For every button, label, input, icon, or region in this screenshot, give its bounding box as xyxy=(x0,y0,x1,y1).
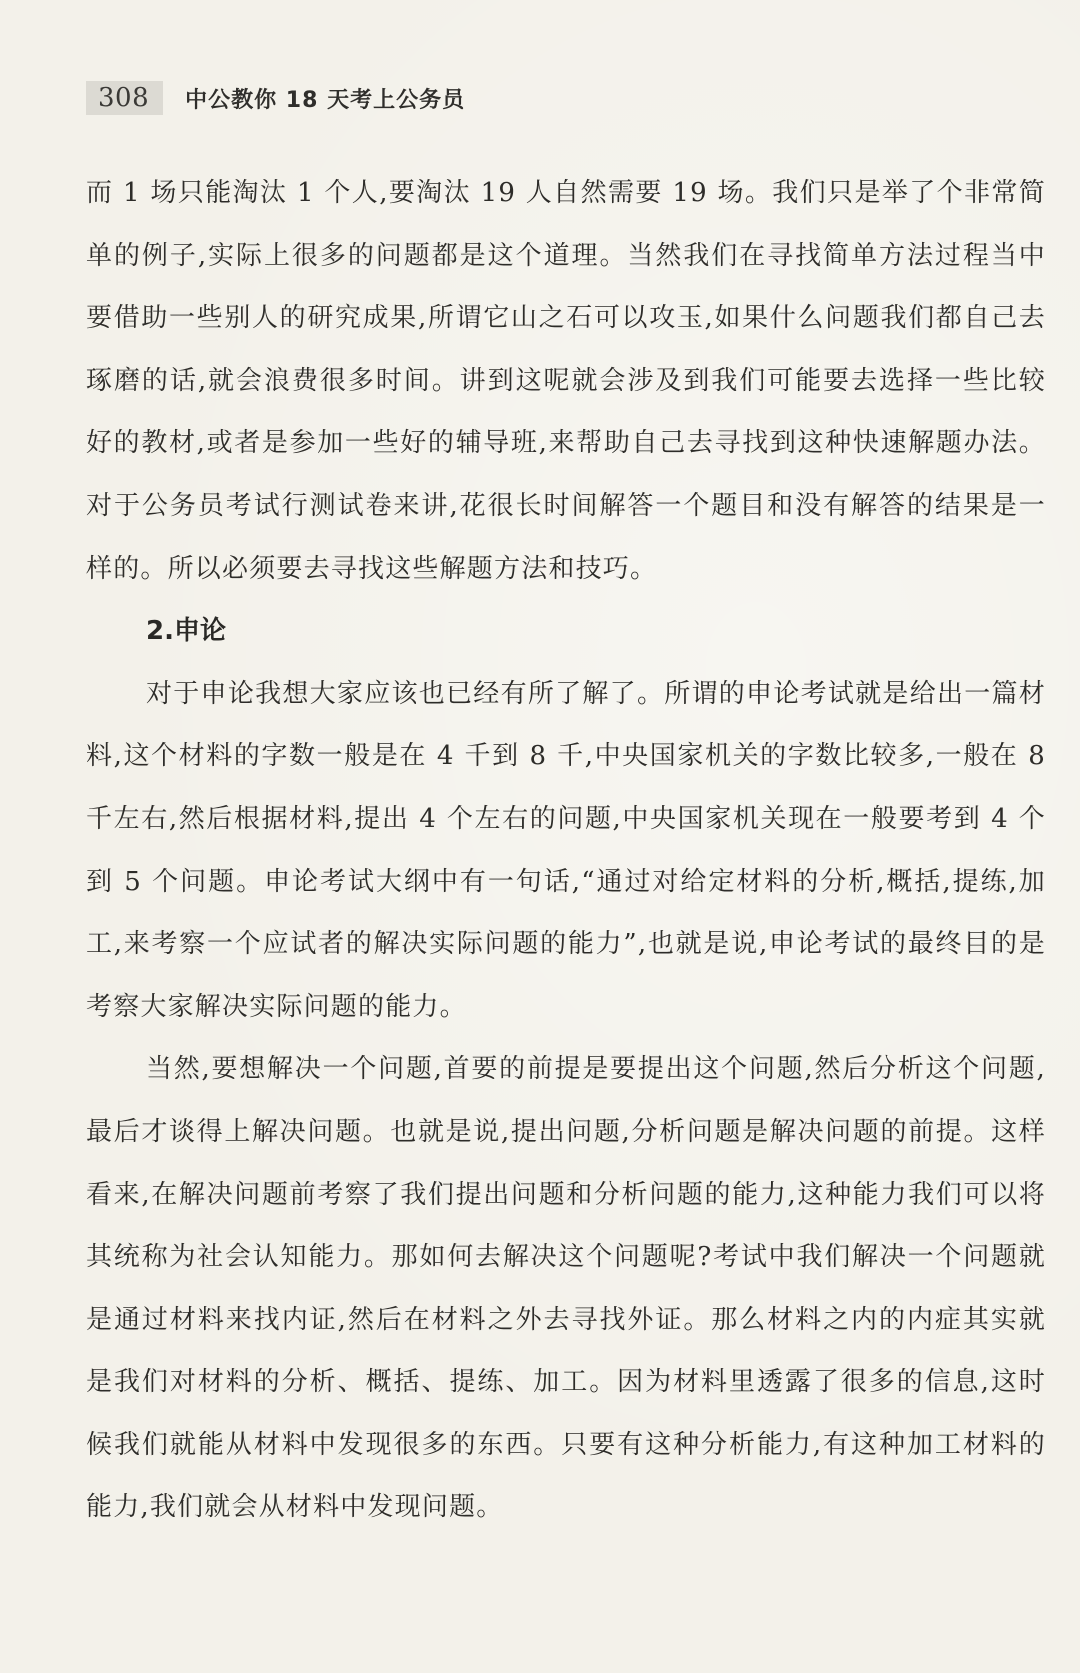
page-header xyxy=(86,76,465,120)
paragraph-2: 对于申论我想大家应该也已经有所了解了。所谓的申论考试就是给出一篇材料,这个材料的字数一般是在 4 千到 8 千,中央国家机关的字数比较多,一般在 8 千左右,然后根据材料,提出 4 个左右的问题,中央国家机关现在一般要考到 4 个到 5 个问题。申论考试大纲中有一句话,“通过对给定材料的分析,概括,提练,加工,来考察一个应试者的解决实际问题的能力”,也就是说,申论考试的最终目的是考察大家解决实际问题的能力。 xyxy=(86,678,1046,1022)
paragraph-1: 而 1 场只能淘汰 1 个人,要淘汰 19 人自然需要 19 场。我们只是举了个非常简单的例子,实际上很多的问题都是这个道理。当然我们在寻找简单方法过程当中要借助一些别人的研究成果,所谓它山之石可以攻玉,如果什么问题我们都自己去琢磨的话,就会浪费很多时间。讲到这呢就会涉及到我们可能要去选择一些比较好的教材,或者是参加一些好的辅导班,来帮助自己去寻找到这种快速解题办法。对于公务员考试行测试卷来讲,花很长时间解答一个题目和没有解答的结果是一样的。所以必须要去寻找这些解题方法和技巧。 xyxy=(86,178,1046,584)
page-number: 308 xyxy=(86,81,163,115)
body-text xyxy=(86,162,1046,1539)
paragraph-3: 当然,要想解决一个问题,首要的前提是要提出这个问题,然后分析这个问题,最后才谈得上解决问题。也就是说,提出问题,分析问题是解决问题的前提。这样看来,在解决问题前考察了我们提出问题和分析问题的能力,这种能力我们可以将其统称为社会认知能力。那如何去解决这个问题呢?考试中我们解决一个问题就是通过材料来找内证,然后在材料之外去寻找外证。那么材料之内的内症其实就是我们对材料的分析、概括、提练、加工。因为材料里透露了很多的信息,这时候我们就能从材料中发现很多的东西。只要有这种分析能力,有这种加工材料的能力,我们就会从材料中发现问题。 xyxy=(86,1054,1046,1523)
running-title: 中公教你 18 天考上公务员 xyxy=(185,87,466,113)
section-heading: 2.申论 xyxy=(146,616,226,647)
